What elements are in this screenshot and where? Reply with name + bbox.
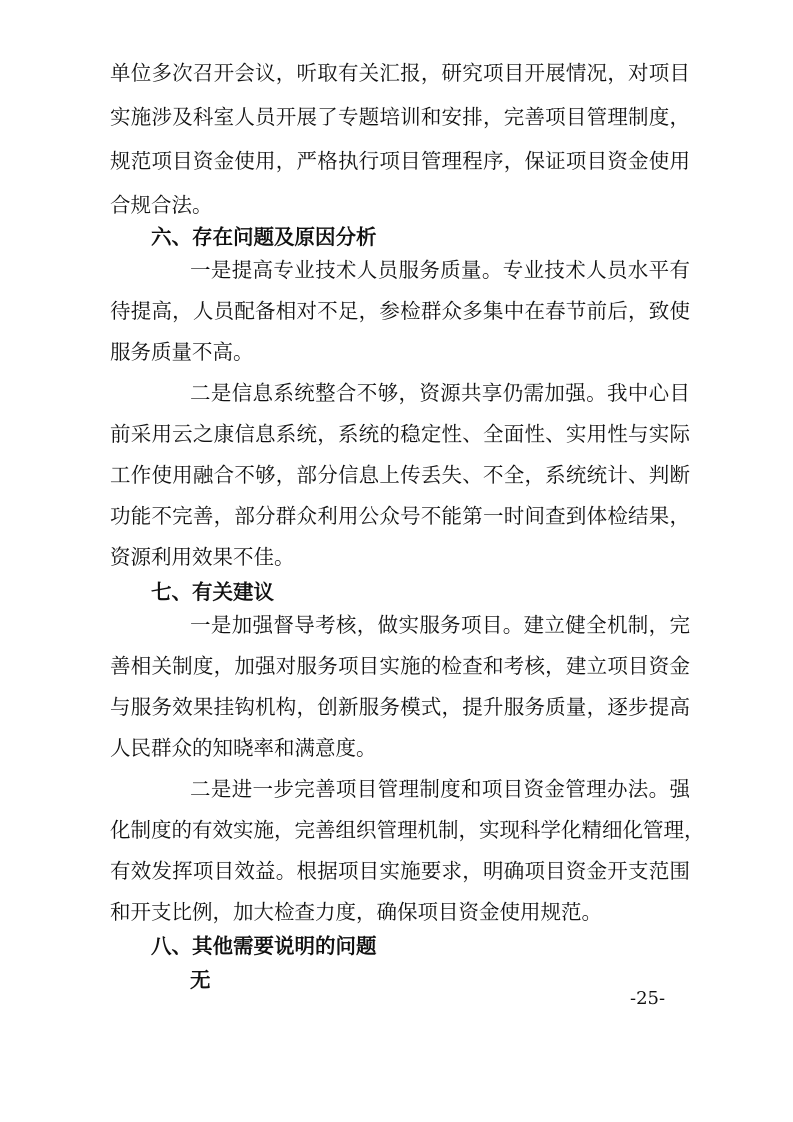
- intro-line-2: 实施涉及科室人员开展了专题培训和安排，完善项目管理制度，: [110, 105, 690, 129]
- section-7-p1-line-2: 善相关制度，加强对服务项目实施的检查和考核，建立项目资金: [110, 654, 690, 678]
- section-6-p2-line-4: 功能不完善，部分群众利用公众号不能第一时间查到体检结果，: [110, 504, 690, 528]
- intro-line-3: 规范项目资金使用，严格执行项目管理程序，保证项目资金使用: [110, 149, 690, 173]
- section-6-p2-line-5: 资源利用效果不佳。: [110, 545, 295, 569]
- section-7-p2-line-2: 化制度的有效实施，完善组织管理机制，实现科学化精细化管理，: [110, 818, 705, 842]
- section-6-heading: 六、存在问题及原因分析: [151, 225, 377, 249]
- section-7-heading: 七、有关建议: [151, 580, 274, 604]
- section-7-p1-line-4: 人民群众的知晓率和满意度。: [110, 736, 377, 760]
- section-6-p1-line-1: 一是提高专业技术人员服务质量。专业技术人员水平有: [190, 258, 690, 282]
- intro-line-1: 单位多次召开会议，听取有关汇报，研究项目开展情况，对项目: [110, 61, 690, 85]
- section-7-p2-line-4: 和开支比例，加大检查力度，确保项目资金使用规范。: [110, 900, 602, 924]
- section-7-p1-line-1: 一是加强督导考核，做实服务项目。建立健全机制，完: [190, 613, 690, 637]
- section-7-p2-line-3: 有效发挥项目效益。根据项目实施要求，明确项目资金开支范围: [110, 859, 690, 883]
- section-7-p2-line-1: 二是进一步完善项目管理制度和项目资金管理办法。强: [190, 777, 690, 801]
- section-6-p1-line-2: 待提高，人员配备相对不足，参检群众多集中在春节前后，致使: [110, 299, 690, 323]
- section-6-p2-line-3: 工作使用融合不够，部分信息上传丢失、不全，系统统计、判断: [110, 463, 690, 487]
- intro-line-4: 合规合法。: [110, 193, 213, 217]
- section-6-p1-line-3: 服务质量不高。: [110, 340, 254, 364]
- page-number: -25-: [630, 988, 666, 1009]
- section-6-p2-line-2: 前采用云之康信息系统，系统的稳定性、全面性、实用性与实际: [110, 422, 690, 446]
- section-8-answer: 无: [190, 968, 211, 992]
- section-7-p1-line-3: 与服务效果挂钩机构，创新服务模式，提升服务质量，逐步提高: [110, 695, 690, 719]
- section-8-heading: 八、其他需要说明的问题: [151, 934, 377, 958]
- section-6-p2-line-1: 二是信息系统整合不够，资源共享仍需加强。我中心目: [190, 381, 690, 405]
